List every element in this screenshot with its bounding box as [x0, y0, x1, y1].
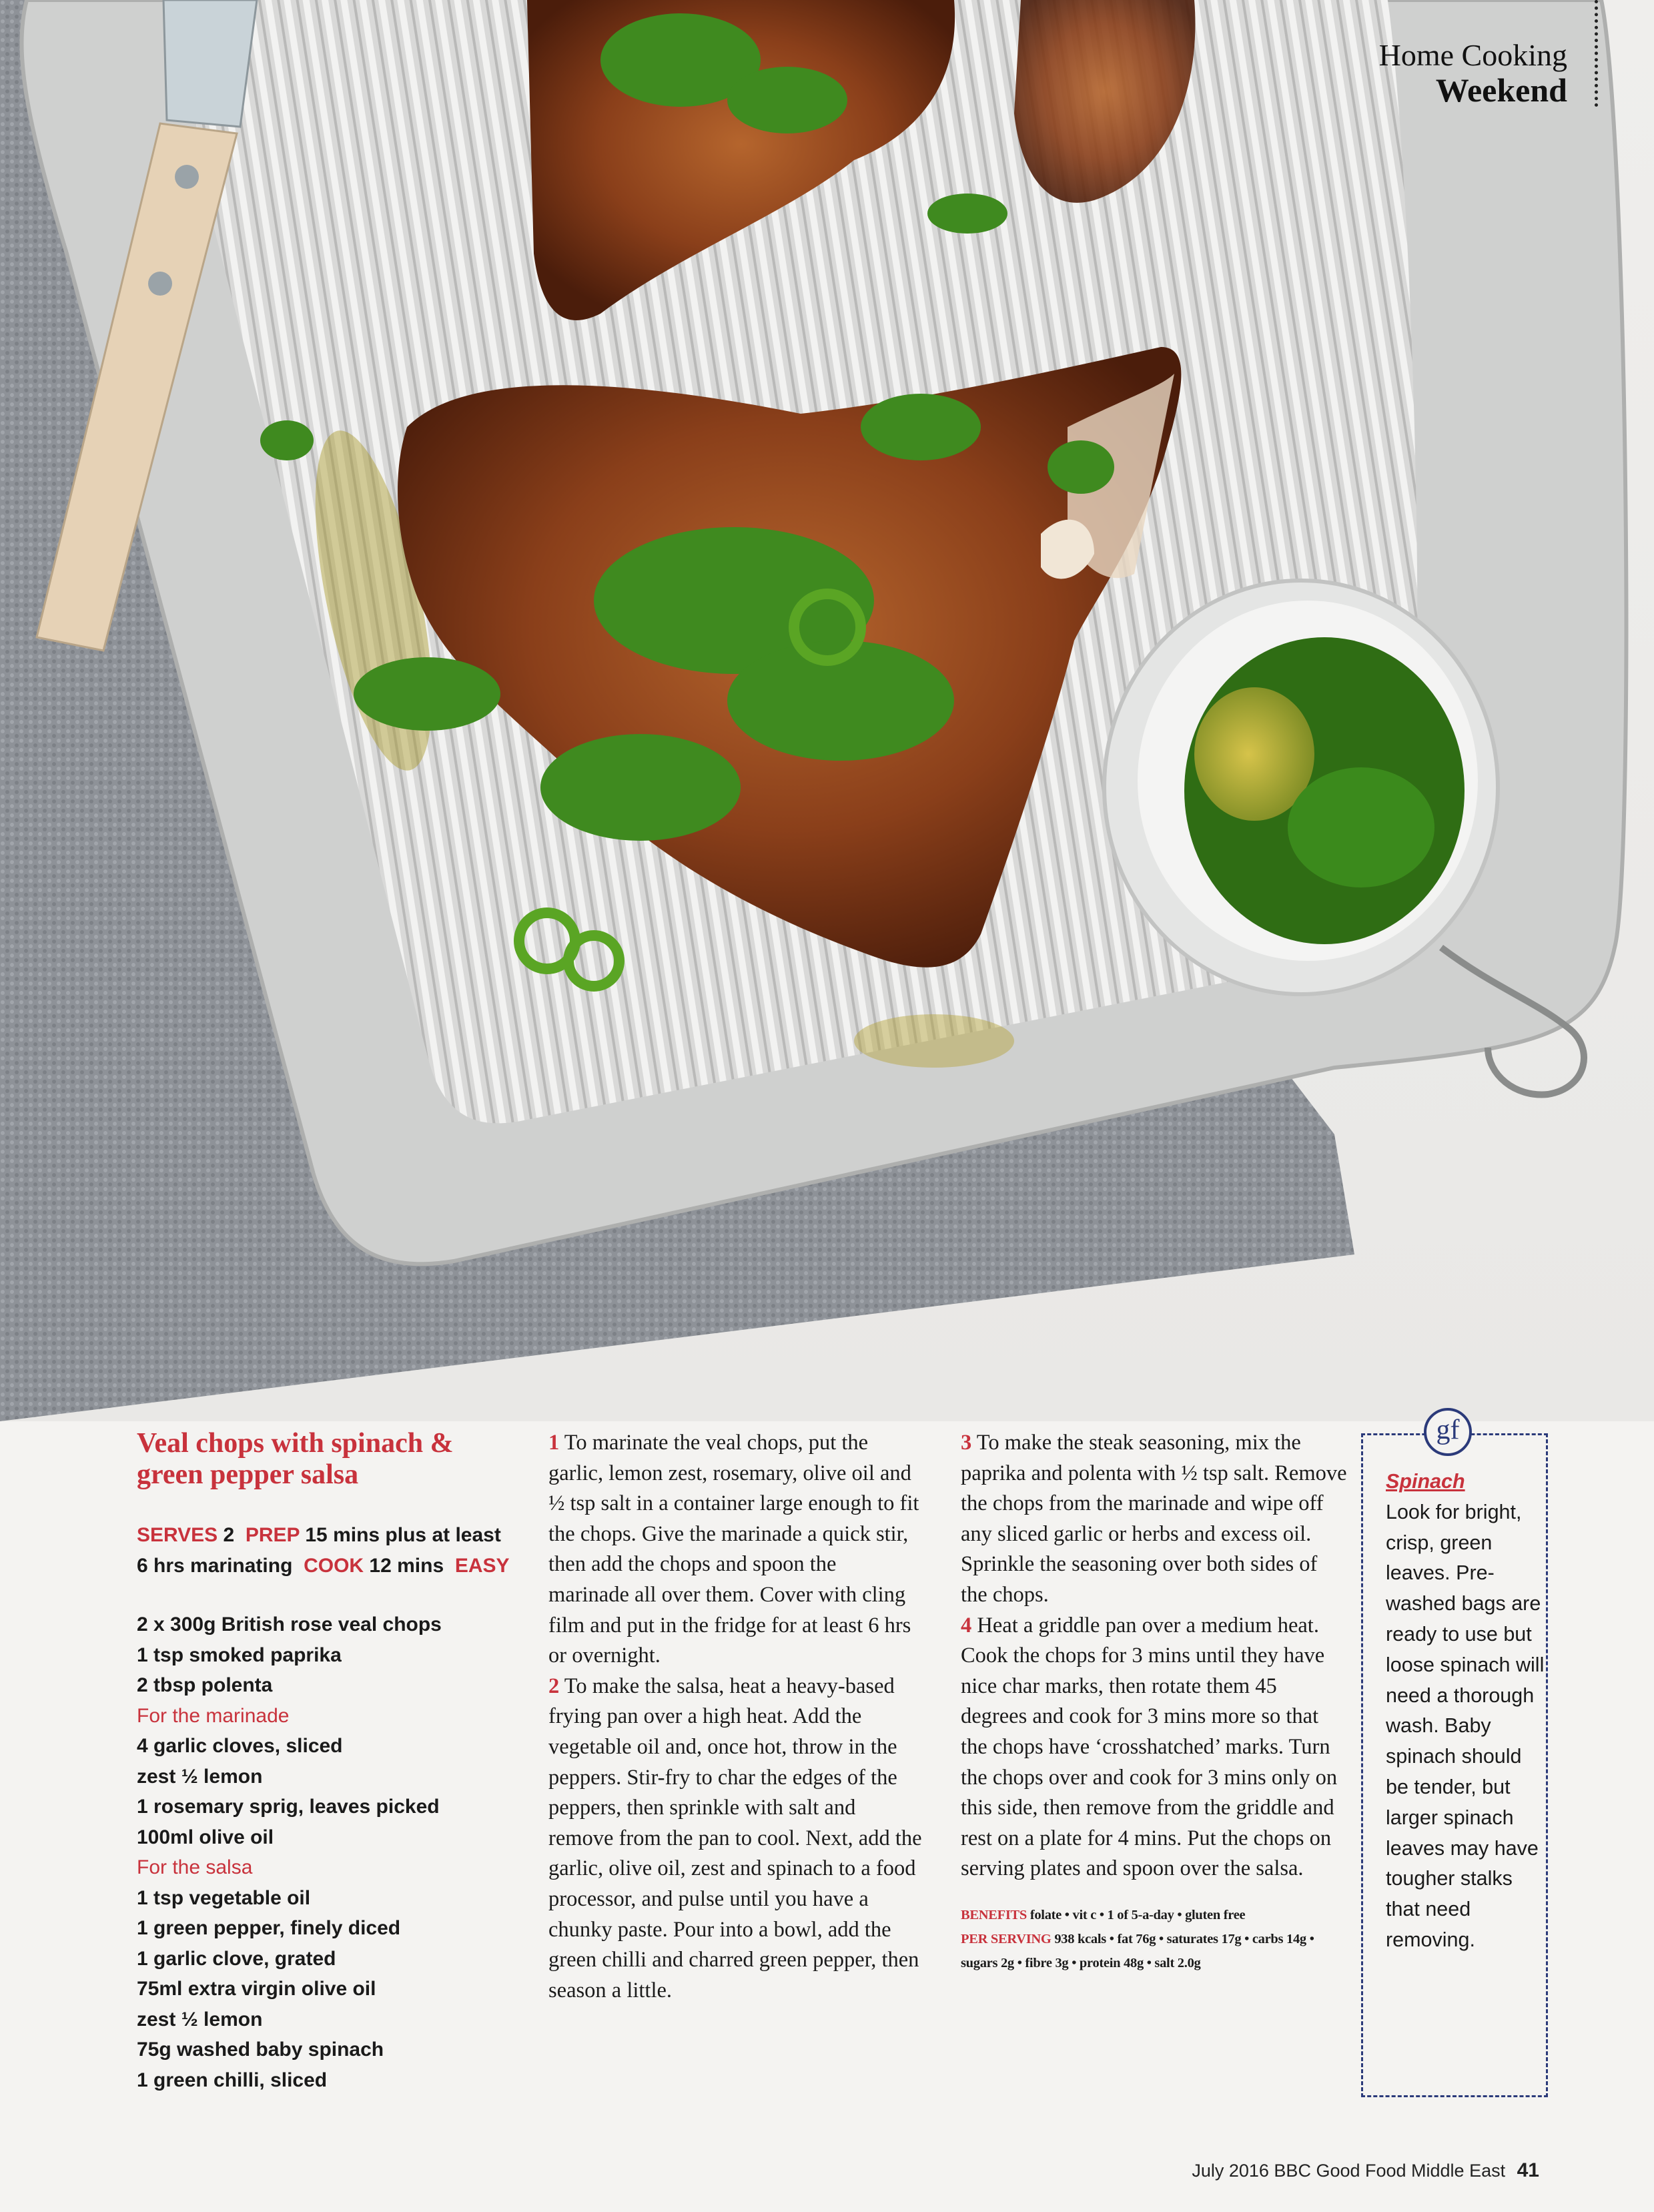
- step-text: Heat a griddle pan over a medium heat. Cook the chops for 3 mins until they have nice char marks, then rotate them 45 degrees and cook for 3 mins more so that the chops have ‘crosshatched’ marks. Turn the chops over and cook for 3 mins only on this side, then remove from the griddle and rest on a plate for 4 mins. Put the chops on serving plates and spoon over the salsa.: [961, 1613, 1338, 1881]
- step-number: 4: [961, 1613, 972, 1637]
- tip-content: [1386, 1467, 1546, 1956]
- page-number: 41: [1517, 2159, 1539, 2181]
- ingredient-item: 2 x 300g British rose veal chops: [137, 1613, 442, 1636]
- cook-value: 12 mins: [369, 1555, 444, 1577]
- method-step: [548, 1672, 922, 2006]
- ingredient-item: 1 rosemary sprig, leaves picked: [137, 1796, 440, 1818]
- nutrition-info: [961, 1903, 1348, 1975]
- tip-title: Spinach: [1386, 1470, 1465, 1493]
- serves-label: SERVES: [137, 1524, 218, 1547]
- ingredient-item: zest ½ lemon: [137, 2008, 263, 2031]
- prep-label: PREP: [245, 1524, 300, 1547]
- ingredient-item: 1 tsp smoked paprika: [137, 1643, 342, 1666]
- method-column-1: [548, 1428, 922, 2006]
- serves-value: 2: [223, 1524, 235, 1547]
- method-column-2: [961, 1428, 1348, 1975]
- ingredient-item: 4 garlic cloves, sliced: [137, 1735, 343, 1758]
- cook-label: COOK: [304, 1555, 364, 1577]
- benefits-label: BENEFITS: [961, 1907, 1027, 1922]
- method-step: [961, 1611, 1348, 1884]
- section-tag: [1379, 39, 1567, 108]
- issue-info: July 2016 BBC Good Food Middle East: [1192, 2161, 1506, 2181]
- section-title-line2: Weekend: [1435, 71, 1567, 109]
- salsa-heading: For the salsa: [137, 1856, 253, 1879]
- ingredient-item: 1 green pepper, finely diced: [137, 1917, 401, 1940]
- step-number: 1: [548, 1431, 560, 1455]
- method-step: [548, 1428, 922, 1672]
- step-text: To make the steak seasoning, mix the paprika and polenta with ½ tsp salt. Remove the chops from the marinade and wipe off any sliced garlic or herbs and excess oil. Sprinkle the seasoning over both sides of the chops.: [961, 1431, 1347, 1607]
- ingredient-item: 75ml extra virgin olive oil: [137, 1978, 376, 2000]
- step-number: 3: [961, 1431, 972, 1455]
- per-serving-label: PER SERVING: [961, 1931, 1052, 1946]
- benefits-text: folate • vit c • 1 of 5-a-day • gluten free: [1029, 1907, 1246, 1922]
- ingredient-item: 1 tsp vegetable oil: [137, 1886, 311, 1909]
- prep-value: 15 mins plus at least 6 hrs marinating: [137, 1524, 501, 1577]
- gluten-free-icon: gf: [1424, 1408, 1472, 1456]
- ingredient-item: 1 garlic clove, grated: [137, 1947, 336, 1970]
- difficulty-badge: EASY: [454, 1555, 510, 1577]
- ingredients-column: [137, 1428, 510, 2095]
- marinade-heading: For the marinade: [137, 1704, 290, 1727]
- recipe-meta: [137, 1520, 510, 1581]
- recipe-title: Veal chops with spinach & green pepper salsa: [137, 1428, 454, 1491]
- ingredient-list: [137, 1609, 510, 2095]
- ingredient-item: 2 tbsp polenta: [137, 1674, 273, 1697]
- step-number: 2: [548, 1674, 560, 1698]
- step-text: To make the salsa, heat a heavy-based frying pan over a high heat. Add the vegetable oil and, once hot, throw in the peppers. Stir-fry to char the edges of the peppers, then sprinkle with salt and remove from the pan to cool. Next, add the garlic, olive oil, zest and spinach to a food processor, and pulse until you have a chunky paste. Pour into a bowl, add the green chilli and charred green pepper, then season a little.: [548, 1674, 922, 2002]
- ingredient-item: 100ml olive oil: [137, 1826, 274, 1848]
- section-title-line1: Home Cooking: [1378, 38, 1567, 72]
- ingredient-item: 1 green chilli, sliced: [137, 2069, 328, 2091]
- method-step: [961, 1428, 1348, 1611]
- ingredient-item: zest ½ lemon: [137, 1765, 263, 1788]
- page-footer: [1192, 2159, 1539, 2182]
- section-divider: [1595, 0, 1598, 107]
- ingredient-item: 75g washed baby spinach: [137, 2039, 384, 2061]
- per-serving-text: 938 kcals • fat 76g • saturates 17g • carbs 14g • sugars 2g • fibre 3g • protein 48g • salt 2.0g: [961, 1931, 1314, 1970]
- step-text: To marinate the veal chops, put the garlic, lemon zest, rosemary, olive oil and ½ tsp salt in a container large enough to fit the chops. Give the marinade a quick stir, then add the chops and spoon the marinade all over them. Cover with cling film and put in the fridge for at least 6 hrs or overnight.: [548, 1431, 919, 1668]
- tip-text: Look for bright, crisp, green leaves. Pre-washed bags are ready to use but loose spinach will need a thorough wash. Baby spinach should be tender, but larger spinach leaves may have tougher stalks that need removing.: [1386, 1500, 1545, 1951]
